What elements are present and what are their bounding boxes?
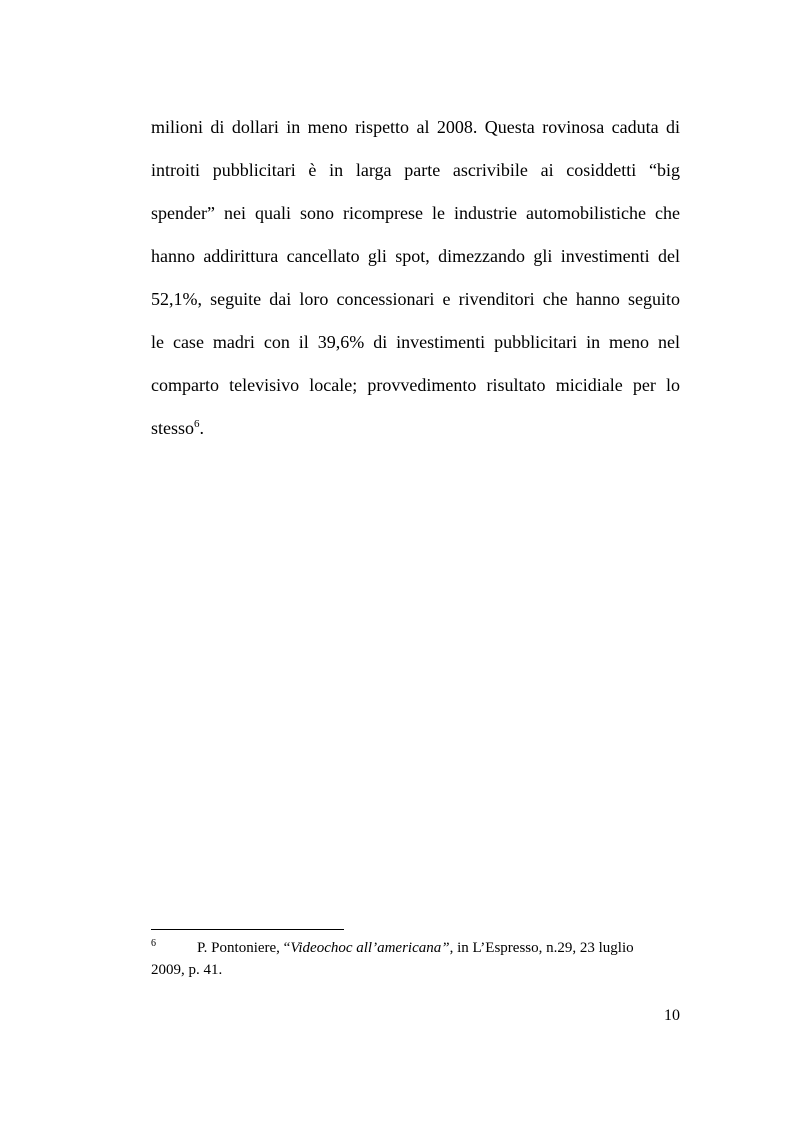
text-line: milioni di dollari in meno rispetto al 2008. Questa rovinosa caduta di	[151, 117, 680, 137]
footnote-author: P. Pontoniere, “	[197, 940, 291, 956]
footnote-separator	[151, 929, 344, 930]
text-line-last	[151, 407, 680, 450]
footnote-source: , in L’Espresso, n.29, 23 luglio	[449, 940, 634, 956]
text-line: comparto televisivo locale; provvedimento risultato micidiale per lo	[151, 375, 680, 395]
text-line: spender” nei quali sono ricomprese le industrie automobilistiche che	[151, 203, 680, 223]
footnote-title: Videochoc all’americana”	[290, 940, 450, 956]
text-fragment: stesso	[151, 418, 195, 438]
text-line: 52,1%, seguite dai loro concessionari e rivenditori che hanno seguito	[151, 289, 680, 309]
footnote-reference[interactable]: 6	[194, 418, 200, 430]
text-fragment: .	[199, 418, 205, 438]
page-number: 10	[664, 1007, 680, 1024]
footnote	[151, 937, 680, 981]
footnote-line: 2009, p. 41.	[151, 962, 223, 978]
footnote-line	[151, 937, 680, 959]
text-line: le case madri con il 39,6% di investimenti pubblicitari in meno nel	[151, 332, 680, 352]
text-line: introiti pubblicitari è in larga parte ascrivibile ai cosiddetti “big	[151, 160, 680, 180]
text-line: hanno addirittura cancellato gli spot, dimezzando gli investimenti del	[151, 246, 680, 266]
footnote-mark: 6	[151, 938, 156, 949]
body-paragraph	[151, 106, 680, 450]
